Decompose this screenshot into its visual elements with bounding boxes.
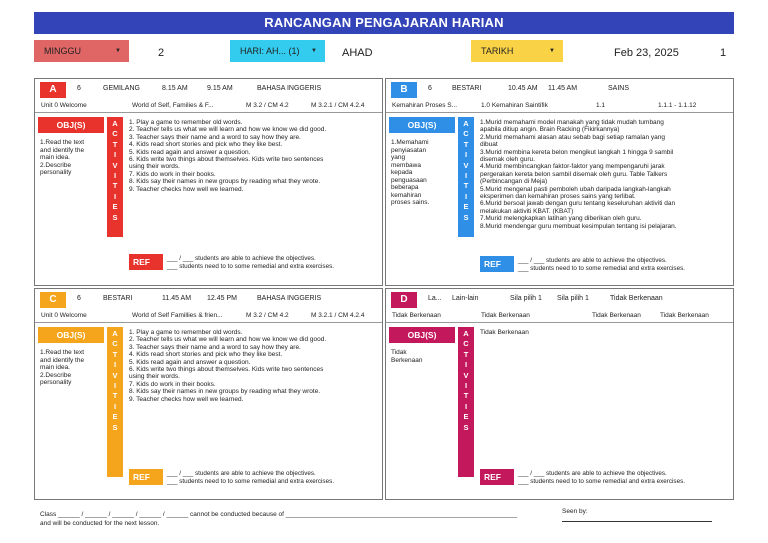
ref-line-achieved: ___ / ___ students are able to achieve the objectives. <box>167 255 316 262</box>
activities-letter: I <box>113 380 117 390</box>
activity-item: 4.Murid membincangkan faktor-faktor yang mempengaruhi jarak pergerakan kereta belon sambil disemak oleh guru. Table Talkers (Perbincangan di Meja) <box>480 163 668 186</box>
activities-letter: T <box>112 349 118 359</box>
activities-letter: C <box>112 129 118 139</box>
activities-letter: A <box>112 329 118 338</box>
activity-item: Tidak Berkenaan <box>480 329 529 336</box>
end-time: 12.45 PM <box>207 295 237 302</box>
ref-label: REF <box>480 256 514 272</box>
unit: Unit 0 Welcome <box>41 102 87 109</box>
activities-letter: T <box>463 391 469 401</box>
lesson-panel-a <box>34 78 383 286</box>
objectives-text: 1.Read the text and identify the main idea. 2.Describe personality <box>40 139 85 176</box>
activity-item: 6.Murid bersoal jawab dengan guru tentang keseluruhan aktiviti dan melakukan aktiviti KBAT. (KBAT) <box>480 200 676 215</box>
ref-line-remedial: ___ students need to to some remedial and extra exercises. <box>518 478 685 485</box>
hari-value: AHAD <box>342 47 373 59</box>
unit: Unit 0 Welcome <box>41 312 87 319</box>
minggu-label: MINGGU <box>44 46 81 56</box>
objectives-heading: OBJ(S) <box>389 327 455 343</box>
activities-letter: E <box>463 412 469 422</box>
activity-item: 5. Kids read again and answer a question. <box>129 148 251 156</box>
activity-item: 5. Kids read again and answer a question. <box>129 358 251 366</box>
ref-line-remedial: ___ students need to to some remedial and extra exercises. <box>167 263 334 270</box>
activities-letter: T <box>463 139 469 149</box>
standard-content: 1.1 <box>596 102 606 109</box>
ref-notes <box>167 255 334 271</box>
activities-letter: T <box>112 181 118 191</box>
activity-item: 7. Kids do work in their books. <box>129 380 216 388</box>
activities-list <box>129 119 376 193</box>
seen-by-label: Seen by: <box>562 508 588 515</box>
topic: 1.0 Kemahiran Saintifik <box>481 102 548 109</box>
activity-item: 2. Teacher tells us what we will learn and how we know we did good. <box>129 336 327 344</box>
lesson-topic-row <box>386 99 733 113</box>
tarikh-value: Feb 23, 2025 <box>614 47 679 59</box>
activity-item: 1.Murid memahami model manakah yang tidak mudah tumbang apabila ditiup angin. Brain Racking (Fikirkannya) <box>480 119 664 134</box>
lesson-topic-row <box>35 309 382 323</box>
activities-letter: V <box>112 370 118 380</box>
activities-label <box>458 327 474 477</box>
lesson-info-row <box>35 289 382 309</box>
class-name: GEMILANG <box>103 85 140 92</box>
subject: SAINS <box>608 85 630 92</box>
activities-letter: I <box>113 360 117 370</box>
activities-letter: T <box>112 391 118 401</box>
activities-letter: S <box>463 422 469 432</box>
activity-item: 7.Murid melengkapkan latihan yang diberikan oleh guru. <box>480 215 642 223</box>
activities-letter: C <box>463 339 469 349</box>
start-time: 8.15 AM <box>162 85 188 92</box>
activities-letter: S <box>112 422 118 432</box>
class-name: Lain-lain <box>452 295 479 302</box>
ref-line-achieved: ___ / ___ students are able to achieve the objectives. <box>518 470 667 477</box>
ref-label: REF <box>129 254 163 270</box>
start-time: 11.45 AM <box>162 295 192 302</box>
lesson-info-row <box>386 289 733 309</box>
hari-dropdown[interactable] <box>230 40 325 62</box>
activity-item: 9. Teacher checks how well we learned. <box>129 395 244 403</box>
activity-item: 7. Kids do work in their books. <box>129 170 216 178</box>
activities-letter: V <box>112 160 118 170</box>
objectives-heading: OBJ(S) <box>38 327 104 343</box>
panel-letter-badge: B <box>391 82 417 98</box>
activity-item: 3. Teacher says their name and a word to say how they are. <box>129 133 301 141</box>
tarikh-label: TARIKH <box>481 46 514 56</box>
activities-letter: I <box>113 170 117 180</box>
activities-letter: I <box>464 360 468 370</box>
activity-item: 2.Murid memahami alasan atau sebab bagi setiap ramalan yang dibuat <box>480 133 665 149</box>
ref-notes <box>167 470 334 486</box>
objectives-heading: OBJ(S) <box>389 117 455 133</box>
chevron-down-icon: ▼ <box>115 48 121 54</box>
class-name: BESTARI <box>452 85 482 92</box>
activity-item: 3. Teacher says their name and a word to say how they are. <box>129 343 301 351</box>
activities-letter: S <box>112 212 118 222</box>
topic: Tidak Berkenaan <box>481 312 530 319</box>
subject: BAHASA INGGERIS <box>257 85 322 92</box>
ref-notes <box>518 257 685 273</box>
activity-item: 4. Kids read short stories and pick who they like best. <box>129 351 283 359</box>
start-time: Sila pilih 1 <box>510 295 542 302</box>
activity-item: 8.Murid mendengar guru membuat kesimpulan tentang isi pelajaran. <box>480 222 677 230</box>
footer-line-2: and will be conducted for the next lesson. <box>40 520 160 527</box>
signature-line <box>562 521 712 522</box>
tarikh-dropdown[interactable] <box>471 40 563 62</box>
page-title: RANCANGAN PENGAJARAN HARIAN <box>34 12 734 34</box>
activities-letter: E <box>463 202 469 212</box>
activity-item: 6. Kids write two things about themselves. Kids write two sentences using their words. <box>129 366 324 381</box>
learning-standard: 1.1.1 - 1.1.12 <box>658 102 697 109</box>
unit: Tidak Berkenaan <box>392 312 441 319</box>
lesson-topic-row <box>35 99 382 113</box>
activity-item: 1. Play a game to remember old words. <box>129 119 243 126</box>
activities-letter: T <box>463 181 469 191</box>
activities-letter: I <box>113 191 117 201</box>
activities-letter: I <box>464 401 468 411</box>
chevron-down-icon: ▼ <box>311 48 317 54</box>
learning-standard: M 3.2.1 / CM 4.2.4 <box>311 312 365 319</box>
end-time: 9.15 AM <box>207 85 233 92</box>
objectives-heading: OBJ(S) <box>38 117 104 133</box>
minggu-value: 2 <box>158 47 165 59</box>
lesson-panel-b <box>385 78 734 286</box>
panel-letter-badge: D <box>391 292 417 308</box>
activities-letter: I <box>464 170 468 180</box>
lesson-topic-row <box>386 309 733 323</box>
lesson-info-row <box>386 79 733 99</box>
activities-letter: T <box>463 349 469 359</box>
topic: World of Self Famillies & frien... <box>132 312 223 319</box>
standard-content: M 3.2 / CM 4.2 <box>246 102 289 109</box>
minggu-dropdown[interactable] <box>34 40 129 62</box>
objectives-text: Tidak Berkenaan <box>391 349 423 364</box>
activity-item: 4. Kids read short stories and pick who they like best. <box>129 141 283 149</box>
activities-label <box>458 117 474 237</box>
class-number: 6 <box>77 295 81 302</box>
activities-list <box>480 329 727 336</box>
chevron-down-icon: ▼ <box>549 48 555 54</box>
ref-line-achieved: ___ / ___ students are able to achieve the objectives. <box>167 470 316 477</box>
objectives-column <box>389 117 455 279</box>
tarikh-number: 1 <box>720 47 727 59</box>
activities-letter: I <box>464 150 468 160</box>
activities-list <box>480 119 727 230</box>
objectives-column <box>389 327 455 493</box>
subject: Tidak Berkenaan <box>610 295 663 302</box>
standard-content: Tidak Berkenaan <box>592 312 641 319</box>
activities-letter: V <box>463 160 469 170</box>
activities-letter: A <box>463 119 469 128</box>
objectives-column <box>38 327 104 493</box>
hari-label: HARI: AH... (1) <box>240 46 300 56</box>
activities-label <box>107 117 123 237</box>
start-time: 10.45 AM <box>508 85 538 92</box>
topic: World of Self, Families & F... <box>132 102 214 109</box>
learning-standard: M 3.2.1 / CM 4.2.4 <box>311 102 365 109</box>
footer-note <box>40 510 540 528</box>
activity-item: 9. Teacher checks how well we learned. <box>129 185 244 193</box>
lesson-info-row <box>35 79 382 99</box>
activities-list <box>129 329 376 403</box>
ref-line-remedial: ___ students need to to some remedial and extra exercises. <box>518 265 685 272</box>
activities-letter: A <box>112 119 118 128</box>
activities-letter: C <box>112 339 118 349</box>
activities-letter: I <box>113 401 117 411</box>
activities-letter: C <box>463 129 469 139</box>
class-number: 6 <box>428 85 432 92</box>
activities-label <box>107 327 123 477</box>
objectives-column <box>38 117 104 279</box>
activity-item: 8. Kids say their names in new groups by reading what they wrote. <box>129 178 321 186</box>
class-name: BESTARI <box>103 295 133 302</box>
class-number: 6 <box>77 85 81 92</box>
ref-label: REF <box>129 469 163 485</box>
panel-letter-badge: C <box>40 292 66 308</box>
unit: Kemahiran Proses S... <box>392 102 458 109</box>
activities-letter: T <box>112 139 118 149</box>
end-time: Sila pilih 1 <box>557 295 589 302</box>
activity-item: 6. Kids write two things about themselves. Kids write two sentences using their words. <box>129 156 324 171</box>
activity-item: 1. Play a game to remember old words. <box>129 329 243 336</box>
activities-letter: S <box>463 212 469 222</box>
objectives-text: 1.Memahami penyiasatan yang membawa kepada penguasaan beberapa kemahiran proses sains. <box>391 139 430 206</box>
end-time: 11.45 AM <box>548 85 578 92</box>
learning-standard: Tidak Berkenaan <box>660 312 709 319</box>
activities-letter: I <box>464 191 468 201</box>
ref-notes <box>518 470 685 486</box>
objectives-text: 1.Read the text and identify the main idea. 2.Describe personality <box>40 349 85 386</box>
activities-letter: E <box>112 202 118 212</box>
activities-letter: I <box>113 150 117 160</box>
activities-letter: V <box>463 370 469 380</box>
footer-line-1: Class ______ / ______ / ______ / ______ / ______ cannot be conducted because of ________________________________________________________________ <box>40 511 518 518</box>
lesson-panel-d <box>385 288 734 500</box>
activities-letter: A <box>463 329 469 338</box>
lesson-panel-c <box>34 288 383 500</box>
activity-item: 3.Murid membina kereta belon mengikut langkah 1 hingga 9 sambil disemak oleh guru. <box>480 148 674 164</box>
activity-item: 5.Murid mengenal pasti pemboleh ubah daripada langkah-langkah eksperimen dan kemahiran proses sains yang terlibat. <box>480 185 671 201</box>
activities-letter: E <box>112 412 118 422</box>
activity-item: 2. Teacher tells us what we will learn and how we know we did good. <box>129 126 327 134</box>
ref-line-remedial: ___ students need to to some remedial and extra exercises. <box>167 478 334 485</box>
activity-item: 8. Kids say their names in new groups by reading what they wrote. <box>129 388 321 396</box>
activities-letter: I <box>464 380 468 390</box>
ref-label: REF <box>480 469 514 485</box>
class-number: La... <box>428 295 442 302</box>
subject: BAHASA INGGERIS <box>257 295 322 302</box>
panel-letter-badge: A <box>40 82 66 98</box>
standard-content: M 3.2 / CM 4.2 <box>246 312 289 319</box>
ref-line-achieved: ___ / ___ students are able to achieve the objectives. <box>518 257 667 264</box>
